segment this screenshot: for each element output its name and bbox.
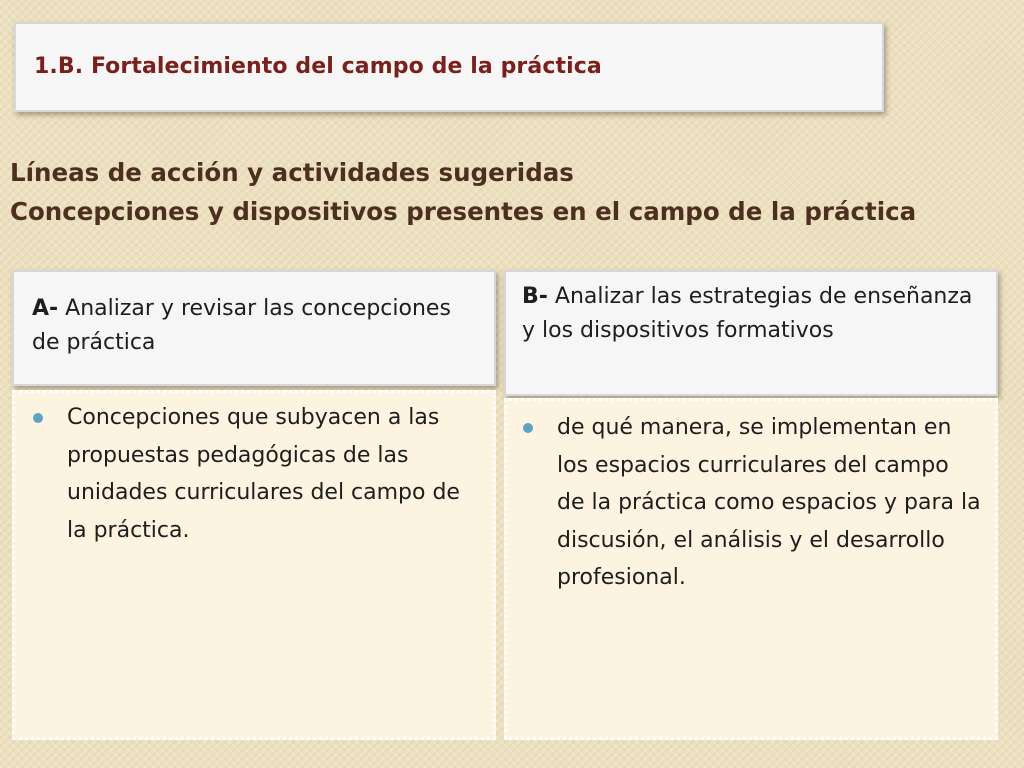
slide-title: 1.B. Fortalecimiento del campo de la práctica [34, 54, 602, 79]
column-b-title: Analizar las estrategias de enseñanza y los dispositivos formativos [522, 284, 973, 343]
column-b-body [504, 398, 998, 740]
column-a-header [12, 270, 496, 386]
bullet-icon [33, 413, 43, 423]
column-a-body [12, 390, 496, 740]
bullet-icon [523, 423, 533, 433]
column-b-bullet-text: de qué manera, se implementan en los espacios curriculares del campo de la práctica como espacios y para la discusión, el análisis y el desarrollo profesional. [557, 415, 981, 590]
section-heading-concepts: Concepciones y dispositivos presentes en el campo de la práctica [10, 197, 917, 226]
column-a-title: Analizar y revisar las concepciones de práctica [32, 296, 451, 355]
column-a-letter: A- [32, 296, 59, 321]
column-b-letter: B- [522, 284, 548, 309]
list-item [523, 409, 981, 597]
column-b-header [504, 270, 998, 396]
section-heading-lines: Líneas de acción y actividades sugeridas [10, 158, 574, 187]
slide-title-box [14, 22, 884, 112]
column-a-bullet-text: Concepciones que subyacen a las propuestas pedagógicas de las unidades curriculares del campo de la práctica. [67, 405, 460, 543]
list-item [33, 399, 479, 549]
